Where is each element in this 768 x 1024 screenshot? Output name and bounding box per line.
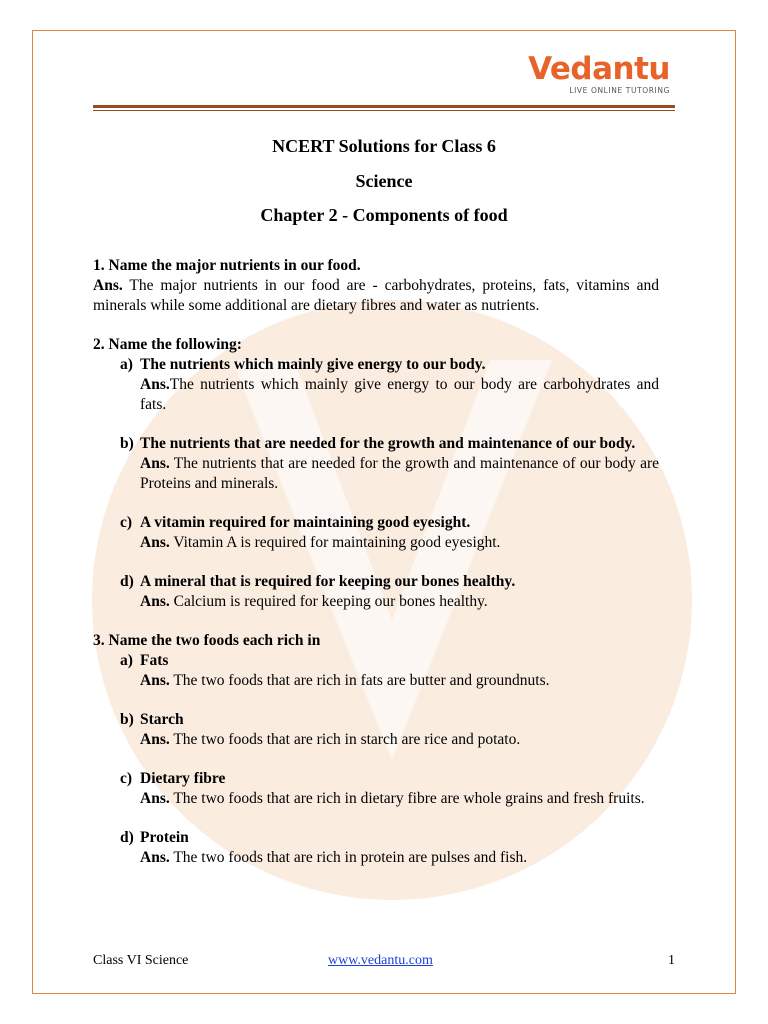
item-question: Dietary fibre bbox=[140, 770, 226, 787]
ans-label: Ans. bbox=[140, 731, 170, 748]
logo-tagline: LIVE ONLINE TUTORING bbox=[569, 86, 670, 95]
ans-label: Ans. bbox=[140, 376, 170, 393]
item-question: A vitamin required for maintaining good eyesight. bbox=[140, 514, 471, 531]
ans-label: Ans. bbox=[140, 455, 170, 472]
footer-left: Class VI Science bbox=[93, 953, 189, 968]
item-question: Fats bbox=[140, 652, 169, 669]
answer-text: The major nutrients in our food are - carbohydrates, proteins, fats, vitamins and minerals while some additional are dietary fibres and water as nutrients. bbox=[93, 277, 659, 314]
answer-text: The two foods that are rich in starch are rice and potato. bbox=[169, 731, 521, 748]
answer-1 bbox=[93, 276, 659, 316]
item-label: d) bbox=[120, 829, 134, 846]
answer-text: Vitamin A is required for maintaining good eyesight. bbox=[169, 534, 501, 551]
question-3: 3. Name the two foods each rich in bbox=[93, 632, 321, 649]
ans-label: Ans. bbox=[140, 849, 170, 866]
answer-text: The nutrients that are needed for the growth and maintenance of our body are Proteins and minerals. bbox=[140, 455, 659, 492]
answer-text: The two foods that are rich in dietary fibre are whole grains and fresh fruits. bbox=[169, 790, 645, 807]
answer-text: The two foods that are rich in protein are pulses and fish. bbox=[169, 849, 528, 866]
item-label: b) bbox=[120, 711, 134, 728]
header-rule bbox=[93, 105, 675, 108]
sub-question-3c bbox=[93, 769, 659, 809]
logo-wordmark: Vedantu bbox=[528, 51, 670, 87]
answer-text: Calcium is required for keeping our bones healthy. bbox=[169, 593, 488, 610]
item-label: b) bbox=[120, 435, 134, 452]
item-question: A mineral that is required for keeping our bones healthy. bbox=[140, 573, 516, 590]
page-title-line-1: NCERT Solutions for Class 6 bbox=[272, 136, 496, 156]
sub-question-3d bbox=[93, 828, 659, 868]
ans-label: Ans. bbox=[140, 790, 170, 807]
header-rule-thin bbox=[93, 110, 675, 111]
page-number: 1 bbox=[668, 953, 675, 968]
item-question: The nutrients which mainly give energy to our body. bbox=[140, 356, 486, 373]
sub-question-2a bbox=[93, 355, 659, 415]
answer-text: The two foods that are rich in fats are butter and groundnuts. bbox=[169, 672, 550, 689]
sub-question-3b bbox=[93, 710, 659, 750]
vedantu-logo[interactable] bbox=[528, 53, 670, 95]
ans-label: Ans. bbox=[140, 534, 170, 551]
item-label: d) bbox=[120, 573, 134, 590]
question-2: 2. Name the following: bbox=[93, 336, 242, 353]
item-label: c) bbox=[120, 514, 133, 531]
document-body bbox=[93, 256, 659, 868]
answer-text: The nutrients which mainly give energy to our body are carbohydrates and fats. bbox=[140, 376, 659, 413]
item-label: c) bbox=[120, 770, 133, 787]
page-title-line-2: Science bbox=[355, 171, 413, 191]
item-question: Starch bbox=[140, 711, 184, 728]
sub-question-2d bbox=[93, 572, 659, 612]
ans-label: Ans. bbox=[93, 277, 123, 294]
sub-question-3a bbox=[93, 651, 659, 691]
item-label: a) bbox=[120, 356, 133, 373]
sub-question-2b bbox=[93, 434, 659, 494]
item-question: Protein bbox=[140, 829, 189, 846]
sub-question-2c bbox=[93, 513, 659, 553]
ans-label: Ans. bbox=[140, 593, 170, 610]
footer-website-link[interactable]: www.vedantu.com bbox=[328, 953, 433, 968]
item-label: a) bbox=[120, 652, 133, 669]
ans-label: Ans. bbox=[140, 672, 170, 689]
page-title-line-3: Chapter 2 - Components of food bbox=[260, 205, 508, 225]
question-1: 1. Name the major nutrients in our food. bbox=[93, 257, 361, 274]
item-question: The nutrients that are needed for the growth and maintenance of our body. bbox=[140, 435, 636, 452]
